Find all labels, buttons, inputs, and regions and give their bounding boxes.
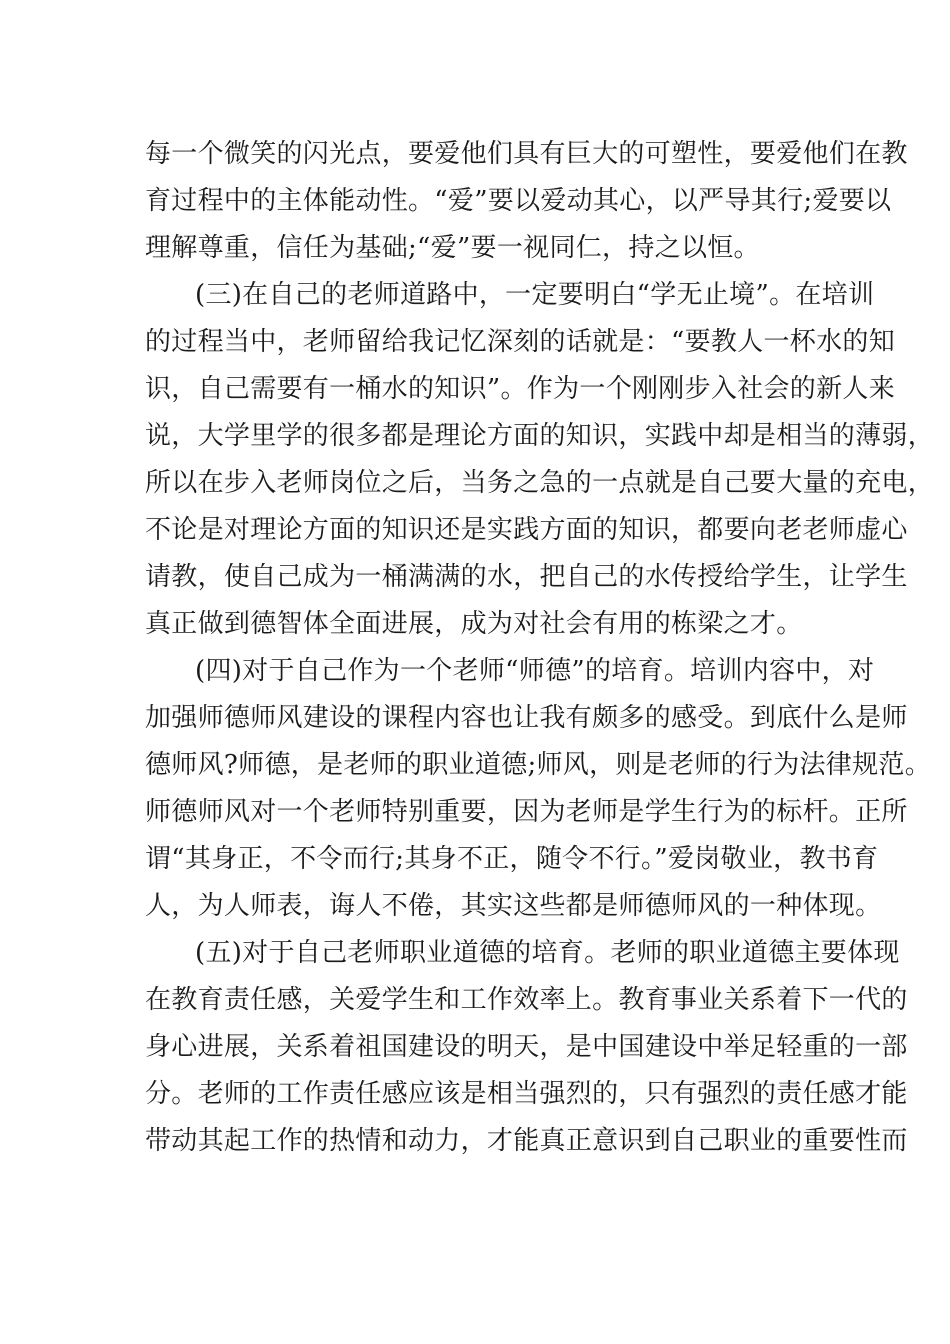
text-line: 加强师德师风建设的课程内容也让我有颇多的感受。到底什么是师	[145, 703, 908, 733]
text-line: 师德师风对一个老师特别重要，因为老师是学生行为的标杆。正所	[145, 797, 908, 827]
text-line: 人，为人师表，诲人不倦，其实这些都是师德师风的一种体现。	[145, 891, 882, 921]
text-line: 育过程中的主体能动性。“爱”要以爱动其心，以严导其行;爱要以	[145, 186, 892, 216]
text-line: 说，大学里学的很多都是理论方面的知识，实践中却是相当的薄弱，	[145, 421, 935, 451]
text-line: 的过程当中，老师留给我记忆深刻的话就是：“要教人一杯水的知	[145, 327, 895, 357]
text-line: 识，自己需要有一桶水的知识”。作为一个刚刚步入社会的新人来	[145, 374, 895, 404]
text-line: 德师风?师德，是老师的职业道德;师风，则是老师的行为法律规范。	[145, 750, 931, 780]
text-line: 不论是对理论方面的知识还是实践方面的知识，都要向老老师虚心	[145, 515, 908, 545]
text-line: 请教，使自己成为一桶满满的水，把自己的水传授给学生，让学生	[145, 562, 908, 592]
text-line: 身心进展，关系着祖国建设的明天，是中国建设中举足轻重的一部	[145, 1032, 908, 1062]
text-line: 每一个微笑的闪光点，要爱他们具有巨大的可塑性，要爱他们在教	[145, 139, 908, 169]
text-line: 真正做到德智体全面进展，成为对社会有用的栋梁之才。	[145, 609, 803, 639]
text-line: 谓“其身正，不令而行;其身不正，随令不行。”爱岗敬业，教书育	[145, 844, 879, 874]
text-line: 带动其起工作的热情和动力，才能真正意识到自己职业的重要性而	[145, 1126, 908, 1156]
paragraph-5-first-line: (五)对于自己老师职业道德的培育。老师的职业道德主要体现	[195, 938, 900, 968]
text-line: 分。老师的工作责任感应该是相当强烈的，只有强烈的责任感才能	[145, 1079, 908, 1109]
text-line: 理解尊重，信任为基础;“爱”要一视同仁，持之以恒。	[145, 233, 760, 263]
paragraph-4-first-line: (四)对于自己作为一个老师“师德”的培育。培训内容中，对	[195, 656, 875, 686]
paragraph-3-first-line: (三)在自己的老师道路中，一定要明白“学无止境”。在培训	[195, 280, 875, 310]
text-line: 所以在步入老师岗位之后，当务之急的一点就是自己要大量的充电，	[145, 468, 935, 498]
text-line: 在教育责任感，关爱学生和工作效率上。教育事业关系着下一代的	[145, 985, 908, 1015]
